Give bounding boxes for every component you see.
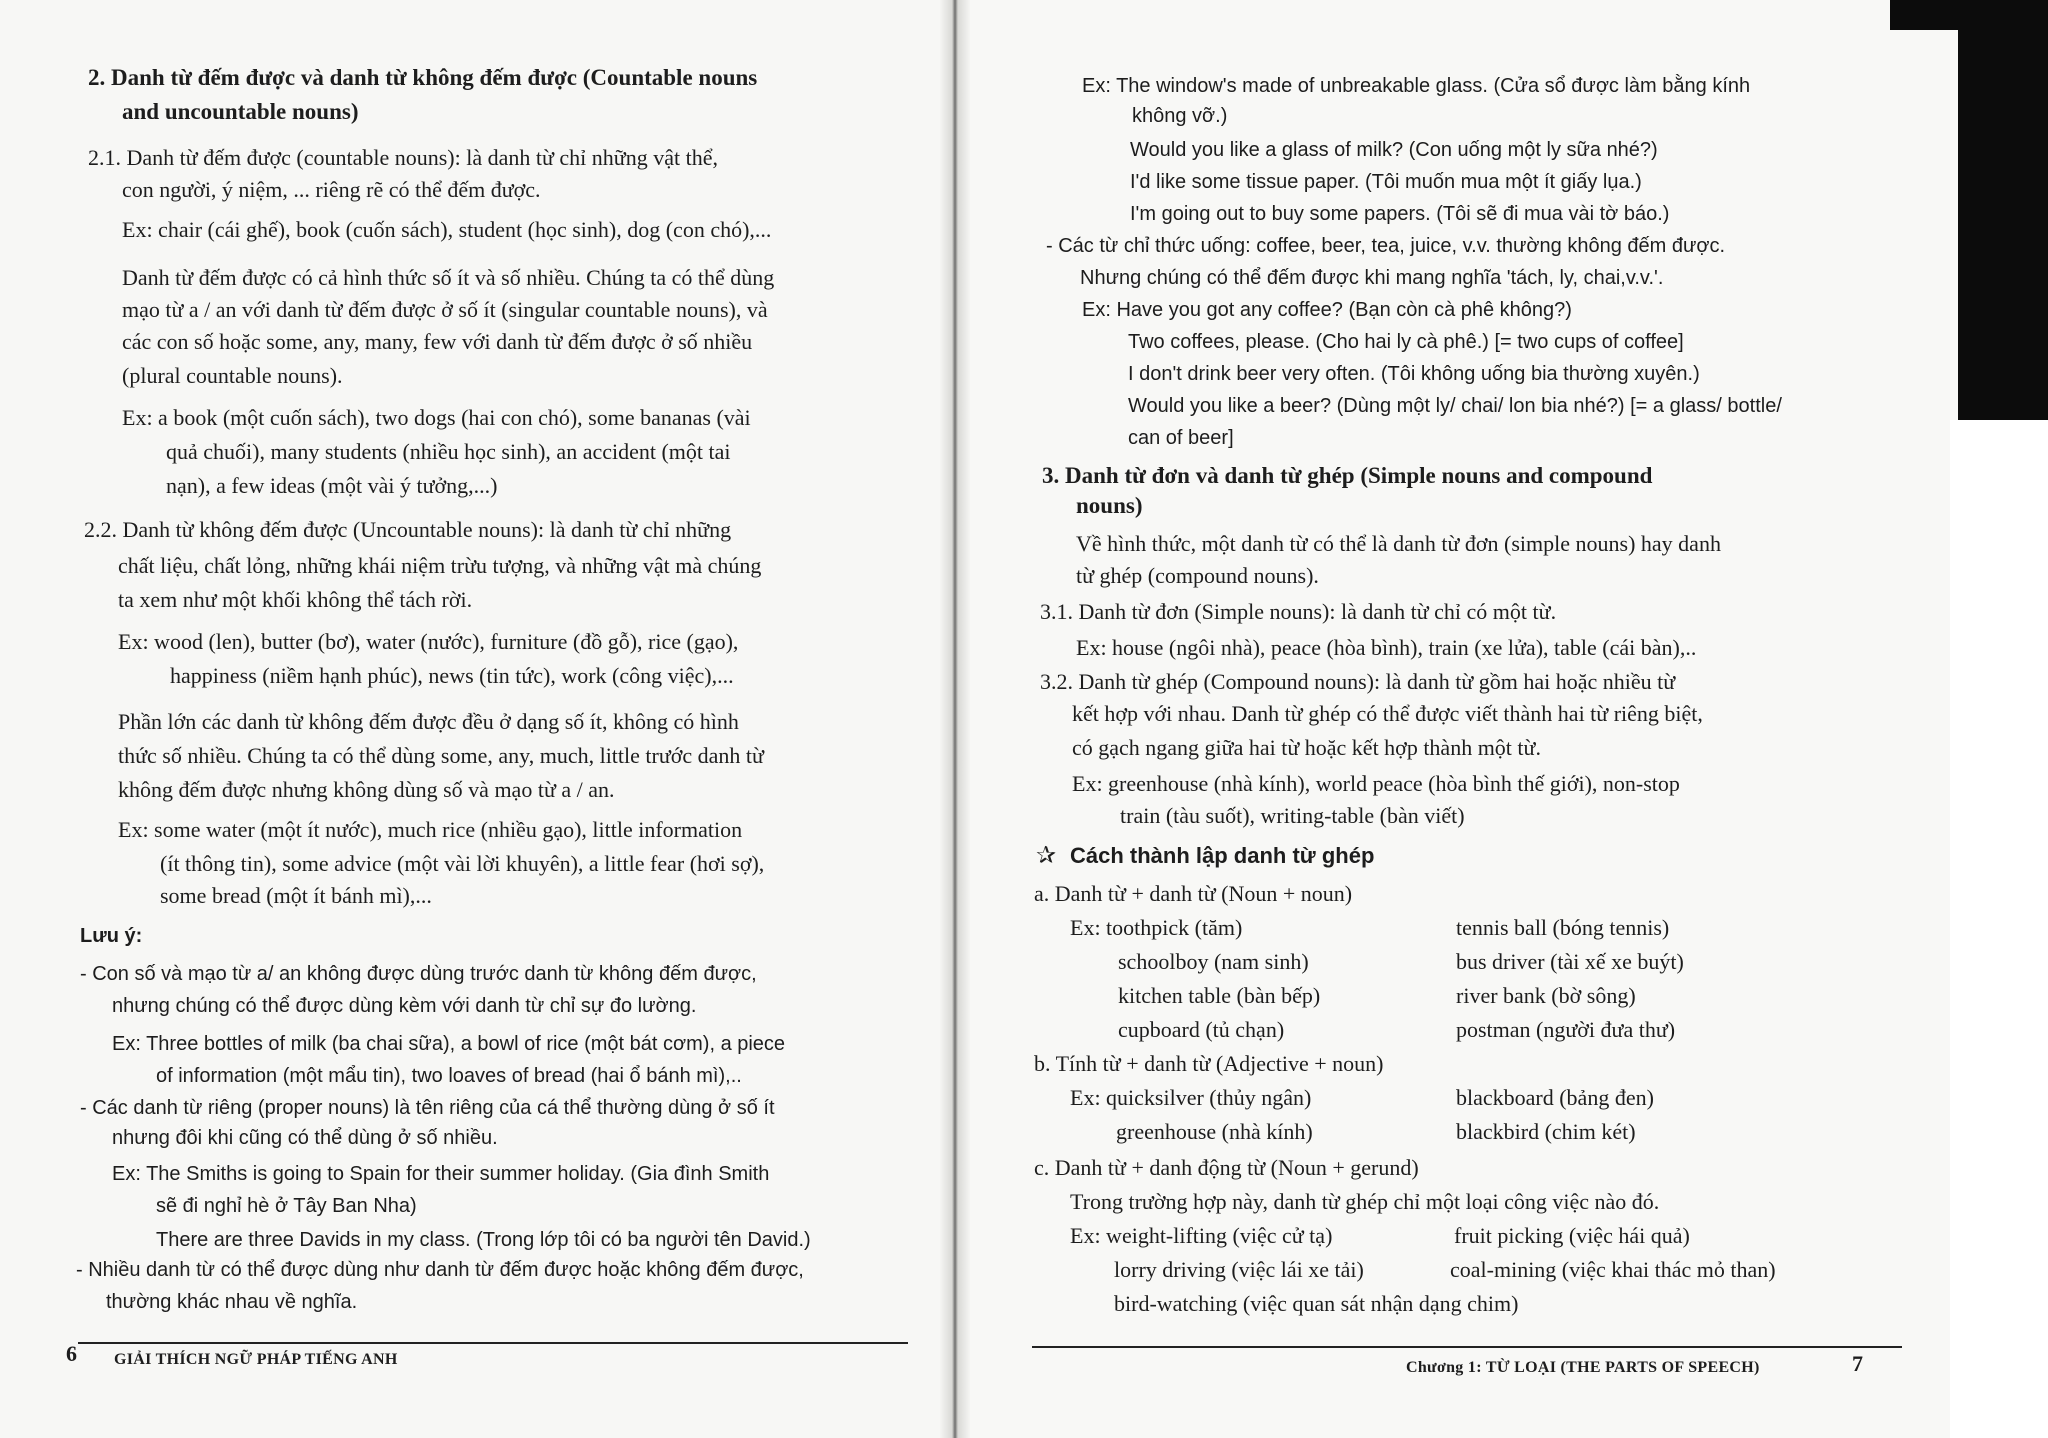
example-line: blackboard (bảng đen) — [1456, 1085, 1654, 1110]
example-line: postman (người đưa thư) — [1456, 1017, 1676, 1042]
text-line: Trong trường hợp này, danh từ ghép chỉ một loại công việc nào đó. — [1070, 1189, 1660, 1214]
example-line: Ex: weight-lifting (việc cử tạ) — [1070, 1223, 1333, 1248]
book-spine — [940, 0, 970, 1438]
example-line: Two coffees, please. (Cho hai ly cà phê.) [= two cups of coffee] — [1128, 331, 1684, 353]
text-line: mạo từ a / an với danh từ đếm được ở số ít (singular countable nouns), và — [122, 297, 768, 322]
example-line: bus driver (tài xế xe buýt) — [1456, 949, 1684, 974]
note-line: - Các từ chỉ thức uống: coffee, beer, tea, juice, v.v. thường không đếm được. — [1046, 235, 1726, 257]
example-line: bird-watching (việc quan sát nhận dạng chim) — [1114, 1291, 1519, 1316]
example-line: nạn), a few ideas (một vài ý tưởng,...) — [166, 473, 498, 498]
example-line: Would you like a glass of milk? (Con uống một ly sữa nhé?) — [1130, 139, 1658, 161]
example-line: Ex: Have you got any coffee? (Bạn còn cà phê không?) — [1082, 299, 1572, 321]
example-line: river bank (bờ sông) — [1456, 983, 1636, 1008]
subsection-heading: 2.1. Danh từ đếm được (countable nouns): là danh từ chỉ những vật thể, — [88, 145, 718, 170]
example-line: greenhouse (nhà kính) — [1116, 1119, 1313, 1144]
note-line: Nhưng chúng có thể đếm được khi mang nghĩa 'tách, ly, chai,v.v.'. — [1080, 267, 1664, 289]
footer-rule — [78, 1342, 908, 1344]
example-line: lorry driving (việc lái xe tải) — [1114, 1257, 1364, 1282]
note-example: Ex: Three bottles of milk (ba chai sữa), a bowl of rice (một bát cơm), a piece — [112, 1033, 786, 1055]
text-line: kết hợp với nhau. Danh từ ghép có thể được viết thành hai từ riêng biệt, — [1072, 701, 1703, 726]
section-heading-cont: nouns) — [1076, 493, 1143, 518]
note-line: thường khác nhau về nghĩa. — [106, 1291, 358, 1313]
note-line: - Nhiều danh từ có thể được dùng như danh từ đếm được hoặc không đếm được, — [76, 1259, 804, 1281]
example-line: happiness (niềm hạnh phúc), news (tin tức), work (công việc),... — [170, 663, 734, 688]
text-line: không đếm được nhưng không dùng số và mạo từ a / an. — [118, 777, 615, 802]
example-line: Ex: some water (một ít nước), much rice (nhiều gạo), little information — [118, 817, 743, 842]
example-line: can of beer] — [1128, 427, 1234, 449]
note-example: There are three Davids in my class. (Trong lớp tôi có ba người tên David.) — [156, 1229, 811, 1251]
example-line: Ex: a book (một cuốn sách), two dogs (hai con chó), some bananas (vài — [122, 405, 751, 430]
section-heading: 3. Danh từ đơn và danh từ ghép (Simple nouns and compound — [1042, 463, 1653, 488]
text-line: thức số nhiều. Chúng ta có thể dùng some, any, much, little trước danh từ — [118, 743, 764, 768]
text-line: Về hình thức, một danh từ có thể là danh từ đơn (simple nouns) hay danh — [1076, 531, 1721, 556]
note-example: sẽ đi nghỉ hè ở Tây Ban Nha) — [156, 1195, 417, 1217]
note-example: of information (một mẩu tin), two loaves of bread (hai ổ bánh mì),.. — [156, 1065, 742, 1087]
text-line: Danh từ đếm được có cả hình thức số ít và số nhiều. Chúng ta có thể dùng — [122, 265, 775, 290]
note-line: nhưng đôi khi cũng có thể dùng ở số nhiều. — [112, 1127, 498, 1149]
example-line: không vỡ.) — [1132, 105, 1228, 127]
note-heading: Lưu ý: — [80, 925, 143, 947]
page-number: 6 — [66, 1341, 77, 1366]
example-line: Ex: house (ngôi nhà), peace (hòa bình), train (xe lửa), table (cái bàn),.. — [1076, 635, 1697, 660]
example-line: I don't drink beer very often. (Tôi không uống bia thường xuyên.) — [1128, 363, 1700, 385]
text-line: chất liệu, chất lỏng, những khái niệm trừu tượng, và những vật mà chúng — [118, 553, 762, 578]
text-line: ta xem như một khối không thể tách rời. — [118, 587, 473, 612]
text-line: các con số hoặc some, any, many, few với danh từ đếm được ở số nhiều — [122, 329, 753, 354]
section-heading-cont: and uncountable nouns) — [122, 99, 359, 124]
page-edge — [1950, 420, 2048, 1438]
text-line: con người, ý niệm, ... riêng rẽ có thể đếm được. — [122, 177, 541, 202]
example-line: kitchen table (bàn bếp) — [1118, 983, 1321, 1008]
subsection-heading: 3.2. Danh từ ghép (Compound nouns): là danh từ gồm hai hoặc nhiều từ — [1040, 669, 1676, 694]
note-example: Ex: The Smiths is going to Spain for their summer holiday. (Gia đình Smith — [112, 1163, 770, 1185]
page-number: 7 — [1852, 1351, 1863, 1376]
example-line: Ex: greenhouse (nhà kính), world peace (hòa bình thế giới), non-stop — [1072, 771, 1680, 796]
example-line: coal-mining (việc khai thác mỏ than) — [1450, 1257, 1776, 1282]
example-line: Ex: wood (len), butter (bơ), water (nước), furniture (đồ gỗ), rice (gạo), — [118, 629, 739, 654]
footer-rule — [1032, 1346, 1902, 1348]
example-line: I'd like some tissue paper. (Tôi muốn mua một ít giấy lụa.) — [1130, 171, 1642, 193]
running-title: GIẢI THÍCH NGỮ PHÁP TIẾNG ANH — [114, 1351, 398, 1368]
example-line: Ex: The window's made of unbreakable glass. (Cửa sổ được làm bằng kính — [1082, 75, 1751, 97]
list-item: b. Tính từ + danh từ (Adjective + noun) — [1034, 1051, 1384, 1076]
example-line: quả chuối), many students (nhiều học sinh), an accident (một tai — [166, 439, 731, 464]
running-title: Chương 1: TỪ LOẠI (THE PARTS OF SPEECH) — [1406, 1359, 1760, 1376]
example-line: tennis ball (bóng tennis) — [1456, 915, 1670, 940]
example-line: fruit picking (việc hái quả) — [1454, 1223, 1690, 1248]
note-line: - Các danh từ riêng (proper nouns) là tên riêng của cá thể thường dùng ở số ít — [80, 1097, 775, 1119]
subsection-heading: 2.2. Danh từ không đếm được (Uncountable nouns): là danh từ chỉ những — [84, 517, 732, 542]
subheading: Cách thành lập danh từ ghép — [1070, 843, 1375, 868]
example-line: Ex: chair (cái ghế), book (cuốn sách), student (học sinh), dog (con chó),... — [122, 217, 772, 242]
star-icon: ✰ — [1036, 843, 1057, 869]
list-item: c. Danh từ + danh động từ (Noun + gerund) — [1034, 1155, 1419, 1180]
example-line: schoolboy (nam sinh) — [1118, 949, 1309, 974]
text-line: có gạch ngang giữa hai từ hoặc kết hợp thành một từ. — [1072, 735, 1541, 760]
example-line: Would you like a beer? (Dùng một ly/ chai/ lon bia nhé?) [= a glass/ bottle/ — [1128, 395, 1782, 417]
text-line: (plural countable nouns). — [122, 363, 343, 388]
example-line: some bread (một ít bánh mì),... — [160, 883, 432, 908]
example-line: Ex: toothpick (tăm) — [1070, 915, 1243, 940]
section-heading: 2. Danh từ đếm được và danh từ không đếm được (Countable nouns — [88, 65, 758, 90]
example-line: cupboard (tủ chạn) — [1118, 1017, 1285, 1042]
text-line: từ ghép (compound nouns). — [1076, 563, 1319, 588]
example-line: Ex: quicksilver (thủy ngân) — [1070, 1085, 1312, 1110]
note-line: - Con số và mạo từ a/ an không được dùng trước danh từ không đếm được, — [80, 963, 757, 985]
text-line: Phần lớn các danh từ không đếm được đều ở dạng số ít, không có hình — [118, 709, 739, 734]
example-line: train (tàu suốt), writing-table (bàn viết) — [1120, 803, 1465, 828]
list-item: a. Danh từ + danh từ (Noun + noun) — [1034, 881, 1353, 906]
note-line: nhưng chúng có thể được dùng kèm với danh từ chỉ sự đo lường. — [112, 995, 697, 1017]
subsection-heading: 3.1. Danh từ đơn (Simple nouns): là danh từ chỉ có một từ. — [1040, 599, 1557, 624]
example-line: blackbird (chim két) — [1456, 1119, 1636, 1144]
example-line: I'm going out to buy some papers. (Tôi sẽ đi mua vài tờ báo.) — [1130, 203, 1670, 225]
example-line: (ít thông tin), some advice (một vài lời khuyên), a little fear (hơi sợ), — [160, 851, 765, 876]
